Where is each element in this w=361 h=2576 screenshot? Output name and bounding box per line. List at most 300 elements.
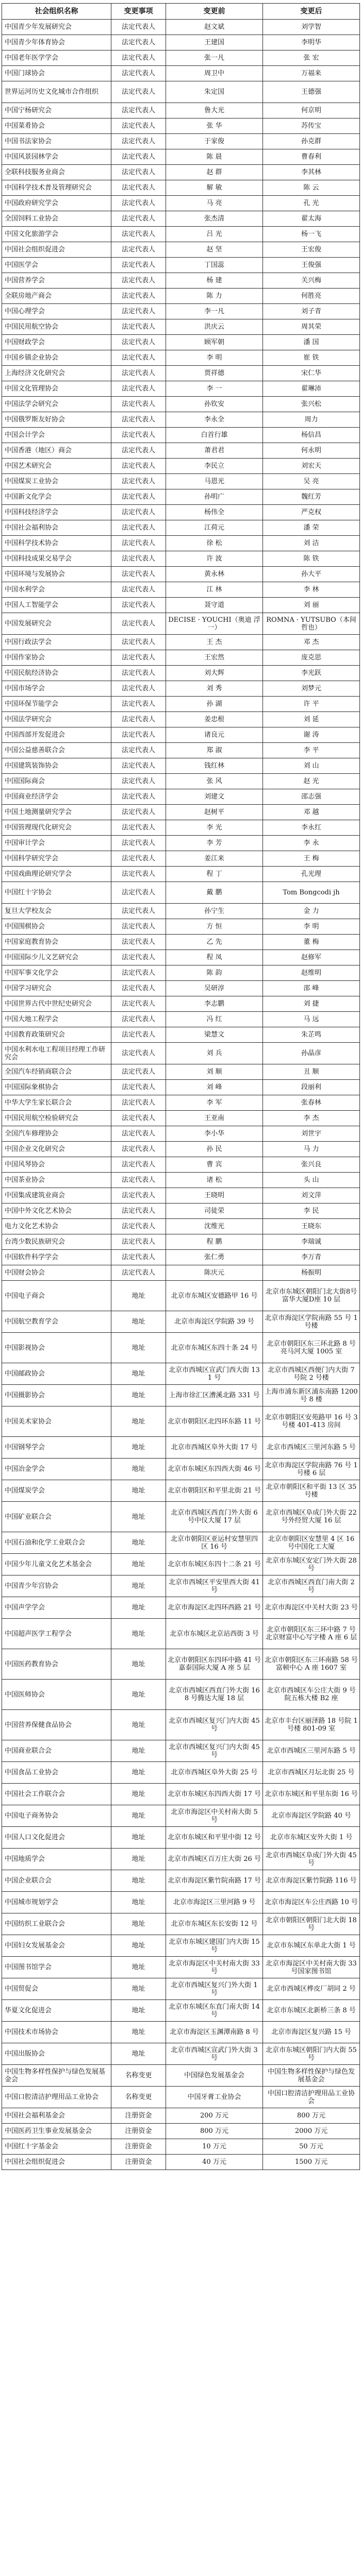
cell-org: 中国书法家协会	[2, 134, 111, 149]
cell-item: 法定代表人	[111, 867, 166, 882]
cell-before: 李民立	[166, 459, 263, 474]
cell-item: 地址	[111, 1480, 166, 1502]
cell-item: 地址	[111, 1459, 166, 1480]
cell-after: 北京市海淀区紫竹院路 116 号	[263, 1870, 360, 1892]
table-row	[2, 1219, 360, 1234]
cell-before: 张仁勇	[166, 1250, 263, 1265]
cell-after: 翟太海	[263, 211, 360, 227]
cell-after: 赵 光	[263, 774, 360, 789]
cell-org: 台湾少数民族研究会	[2, 1234, 111, 1250]
table-row	[2, 774, 360, 789]
cell-after: 马 远	[263, 1012, 360, 1027]
cell-org: 中国环保节能学会	[2, 697, 111, 712]
cell-org: 中国社会工作联合会	[2, 1784, 111, 1805]
cell-before: 陈 韵	[166, 965, 263, 981]
table-row	[2, 935, 360, 950]
cell-before: 李小华	[166, 1126, 263, 1142]
cell-after: 王德强	[263, 81, 360, 103]
table-row	[2, 789, 360, 805]
table-row	[2, 180, 360, 196]
cell-org: 中国社会组织促进会	[2, 2155, 111, 2170]
cell-item: 地址	[111, 1437, 166, 1459]
table-row	[2, 1957, 360, 1978]
cell-org: 中国医师协会	[2, 1680, 111, 1710]
cell-item: 法定代表人	[111, 66, 166, 81]
cell-before: 王 杰	[166, 635, 263, 650]
cell-after: 李光跃	[263, 666, 360, 681]
cell-before: 赵 坚	[166, 242, 263, 258]
cell-item: 法定代表人	[111, 381, 166, 397]
cell-org: 中国妇女发展基金会	[2, 1935, 111, 1957]
cell-item: 法定代表人	[111, 289, 166, 304]
cell-item: 法定代表人	[111, 1188, 166, 1204]
cell-after: 800 万元	[263, 2108, 360, 2124]
cell-item: 地址	[111, 1892, 166, 1913]
cell-org: 中国商业经济学会	[2, 789, 111, 805]
cell-org: 中国香港（地区）商会	[2, 443, 111, 459]
table-row	[2, 1805, 360, 1827]
cell-item: 法定代表人	[111, 727, 166, 743]
cell-item: 法定代表人	[111, 20, 166, 35]
cell-before: 北京市西城区西直门外大街 6 号中仪大厦 17 层	[166, 1502, 263, 1532]
cell-after: 北京市朝阳区安苑路甲 16 号 3 号楼 401-413 房间	[263, 1406, 360, 1437]
cell-after: 王 梅	[263, 851, 360, 867]
cell-after: 北京市东城区朝阳门北大街8号富华大厦D座 10 层	[263, 1281, 360, 1311]
table-row	[2, 366, 360, 381]
table-row	[2, 1126, 360, 1142]
cell-before: 陈 晨	[166, 149, 263, 165]
cell-item: 法定代表人	[111, 319, 166, 335]
cell-item: 地址	[111, 1935, 166, 1957]
cell-before: 张 华	[166, 118, 263, 134]
table-row	[2, 758, 360, 774]
cell-before: 贾祥德	[166, 366, 263, 381]
cell-after: 孔光理	[263, 867, 360, 882]
cell-item: 法定代表人	[111, 919, 166, 935]
table-row	[2, 66, 360, 81]
table-row	[2, 1043, 360, 1064]
cell-before: 北京市西城区平安里西大街 41 号	[166, 1575, 263, 1597]
cell-after: 北京市海淀区学院南路 55 号 1 号楼	[263, 1311, 360, 1333]
cell-after: 邓 杰	[263, 635, 360, 650]
cell-after: 庞克思	[263, 650, 360, 666]
cell-after: 张 宏	[263, 50, 360, 66]
cell-before: 北京市海淀区中关村南大街 5 号	[166, 1805, 263, 1827]
table-row	[2, 489, 360, 505]
cell-org: 中国人工智能学会	[2, 598, 111, 613]
table-row	[2, 1363, 360, 1385]
table-row	[2, 536, 360, 551]
table-row	[2, 666, 360, 681]
cell-before: 江 林	[166, 582, 263, 598]
table-row	[2, 1437, 360, 1459]
cell-org: 中国国际商会	[2, 774, 111, 789]
cell-after: 何胜亮	[263, 289, 360, 304]
cell-before: 姜忠根	[166, 712, 263, 727]
cell-before: 李永全	[166, 412, 263, 428]
cell-item: 法定代表人	[111, 1234, 166, 1250]
cell-org: 中国家庭教育协会	[2, 935, 111, 950]
cell-item: 地址	[111, 1827, 166, 1849]
cell-before: 刘 秀	[166, 681, 263, 697]
cell-item: 法定代表人	[111, 134, 166, 149]
cell-item: 法定代表人	[111, 397, 166, 412]
cell-after: 北京市东城区北新桥三条 8 号	[263, 2000, 360, 2022]
cell-org: 中国审计学会	[2, 836, 111, 851]
cell-after: 魏红芳	[263, 489, 360, 505]
cell-org: 中国法学会研究会	[2, 397, 111, 412]
cell-after: 北京市西城区桦皮厂胡同 2 号	[263, 1978, 360, 2000]
cell-item: 法定代表人	[111, 965, 166, 981]
cell-item: 地址	[111, 1913, 166, 1935]
registration-change-table	[2, 3, 360, 2170]
cell-before: 北京市西城区宣武门西大街 131 号	[166, 1363, 263, 1385]
cell-before: 北京市东城区和平里中街 12 号	[166, 1827, 263, 1849]
cell-before: 鲁大光	[166, 103, 263, 118]
cell-after: 北京市朝阳区东三环中路 7 号北京财富中心写字楼 A 座 6 层	[263, 1619, 360, 1649]
cell-after: 李万青	[263, 1250, 360, 1265]
table-row	[2, 851, 360, 867]
table-row	[2, 919, 360, 935]
cell-item: 法定代表人	[111, 613, 166, 635]
cell-org: 中国环境与发展协会	[2, 567, 111, 582]
cell-org: 中国管理现代化研究会	[2, 820, 111, 836]
cell-org: 中国营养保健食品协会	[2, 1710, 111, 1740]
cell-item: 法定代表人	[111, 996, 166, 1012]
cell-before: 刘 顺	[166, 1064, 263, 1080]
cell-before: 孙宁生	[166, 904, 263, 919]
cell-item: 地址	[111, 1385, 166, 1406]
cell-before: 解 敏	[166, 180, 263, 196]
cell-org: 中国营养学会	[2, 273, 111, 289]
cell-after: 北京市西城区阜成门外大街 45 号	[263, 1849, 360, 1870]
cell-after: 李 平	[263, 743, 360, 758]
cell-after: 李瑞诚	[263, 1234, 360, 1250]
cell-item: 法定代表人	[111, 598, 166, 613]
table-row	[2, 635, 360, 650]
cell-before: 丁国蕊	[166, 258, 263, 273]
cell-org: 中国生物多样性保护与绿色发展基金会	[2, 2065, 111, 2087]
cell-before: 40 万元	[166, 2155, 263, 2170]
table-row	[2, 1157, 360, 1173]
table-row	[2, 381, 360, 397]
cell-after: 北京市海淀区学院路 40 号	[263, 1805, 360, 1827]
cell-before: 吴研淳	[166, 981, 263, 996]
table-row	[2, 1870, 360, 1892]
cell-org: 中国水利学会	[2, 582, 111, 598]
table-row	[2, 904, 360, 919]
cell-item: 法定代表人	[111, 712, 166, 727]
cell-item: 法定代表人	[111, 820, 166, 836]
cell-item: 法定代表人	[111, 412, 166, 428]
table-row	[2, 551, 360, 567]
cell-org: 全国饲料工业协会	[2, 211, 111, 227]
cell-org: 中国科技成果交易学会	[2, 551, 111, 567]
table-row	[2, 397, 360, 412]
table-row	[2, 1385, 360, 1406]
table-row	[2, 350, 360, 366]
table-row	[2, 1333, 360, 1363]
cell-after: 北京市西城区月坛北街 25 号	[263, 1762, 360, 1784]
cell-org: 中国集成建筑业商会	[2, 1188, 111, 1204]
cell-item: 法定代表人	[111, 196, 166, 211]
cell-item: 地址	[111, 1406, 166, 1437]
cell-before: 北京市东城区安德路甲 16 号	[166, 1281, 263, 1311]
cell-after: 谢 涛	[263, 727, 360, 743]
cell-before: 陈庆元	[166, 1265, 263, 1281]
table-row	[2, 950, 360, 965]
table-row	[2, 613, 360, 635]
cell-before: 姜江来	[166, 851, 263, 867]
cell-item: 地址	[111, 1333, 166, 1363]
cell-item: 法定代表人	[111, 1219, 166, 1234]
cell-item: 法定代表人	[111, 1157, 166, 1173]
cell-after: 北京市西城区西直门南大街 2 号	[263, 1575, 360, 1597]
cell-item: 法定代表人	[111, 635, 166, 650]
cell-org: 中国土地测量研究学会	[2, 805, 111, 820]
cell-before: 北京市西城区宣武门外大街 3 号	[166, 2043, 263, 2065]
cell-before: 孙钦安	[166, 397, 263, 412]
table-row	[2, 227, 360, 242]
table-row	[2, 2043, 360, 2065]
cell-item: 注册资金	[111, 2124, 166, 2139]
cell-before: 司徒荣	[166, 1204, 263, 1219]
cell-org: 中国红十字协会	[2, 882, 111, 904]
table-row	[2, 805, 360, 820]
cell-before: 周卫中	[166, 66, 263, 81]
cell-org: 中国菜肴协会	[2, 118, 111, 134]
cell-org: 中国煤炭学会	[2, 1480, 111, 1502]
cell-item: 法定代表人	[111, 1204, 166, 1219]
cell-before: 马 亮	[166, 196, 263, 211]
cell-item: 法定代表人	[111, 851, 166, 867]
table-row	[2, 1913, 360, 1935]
cell-item: 名称变更	[111, 2087, 166, 2108]
cell-after: 李其林	[263, 165, 360, 180]
cell-after: 周力	[263, 412, 360, 428]
cell-after: 刘梦元	[263, 681, 360, 697]
cell-after: 丑 顺	[263, 1064, 360, 1080]
cell-before: 李 芳	[166, 836, 263, 851]
cell-item: 法定代表人	[111, 520, 166, 536]
cell-org: 中国食品工业协会	[2, 1762, 111, 1784]
cell-after: 刘 延	[263, 712, 360, 727]
cell-before: 北京市海淀区紫竹院南路 17 号	[166, 1870, 263, 1892]
cell-after: 1500 万元	[263, 2155, 360, 2170]
table-row	[2, 1575, 360, 1597]
cell-item: 地址	[111, 1762, 166, 1784]
cell-after: 曹春利	[263, 149, 360, 165]
cell-after: 陈 云	[263, 180, 360, 196]
cell-after: 北京市朝阳区东三环南路 58 号富顿中心 A 座 1607 室	[263, 1649, 360, 1680]
cell-after: 杨一飞	[263, 227, 360, 242]
cell-org: 中国矿业联合会	[2, 1502, 111, 1532]
cell-item: 法定代表人	[111, 474, 166, 489]
table-row	[2, 459, 360, 474]
cell-after: 段丽利	[263, 1080, 360, 1095]
cell-org: 中国军事文化学会	[2, 965, 111, 981]
cell-before: 方 恒	[166, 919, 263, 935]
cell-org: 中国青少年宫协会	[2, 1575, 111, 1597]
cell-item: 法定代表人	[111, 551, 166, 567]
cell-org: 全国汽车修理协会	[2, 1126, 111, 1142]
cell-org: 中国社会福利协会	[2, 520, 111, 536]
cell-after: 北京市东城区安外大街 1 号	[263, 1827, 360, 1849]
cell-item: 注册资金	[111, 2108, 166, 2124]
cell-org: 中国城市规划学会	[2, 1892, 111, 1913]
cell-before: 北京市东城区东直门南大街 14 号	[166, 2000, 263, 2022]
cell-item: 法定代表人	[111, 567, 166, 582]
cell-org: 中国煤炭工业协会	[2, 474, 111, 489]
cell-item: 法定代表人	[111, 258, 166, 273]
cell-before: 10 万元	[166, 2139, 263, 2155]
cell-before: 北京市西城区复兴门内大街 45 号	[166, 1740, 263, 1762]
cell-before: 梁慧文	[166, 1027, 263, 1043]
cell-org: 全联科技服务业商会	[2, 165, 111, 180]
cell-before: 赵文斌	[166, 20, 263, 35]
cell-after: 万福来	[263, 66, 360, 81]
cell-after: 陈 铁	[263, 551, 360, 567]
cell-before: 李一凡	[166, 304, 263, 319]
cell-before: 乙 先	[166, 935, 263, 950]
cell-item: 注册资金	[111, 2139, 166, 2155]
cell-before: 北京市海淀区玉渊潭南路 8 号	[166, 2022, 263, 2043]
table-row	[2, 81, 360, 103]
table-row	[2, 196, 360, 211]
cell-org: 中国西部开发促进会	[2, 727, 111, 743]
cell-before: 赵树平	[166, 805, 263, 820]
cell-item: 地址	[111, 2043, 166, 2065]
cell-item: 法定代表人	[111, 882, 166, 904]
cell-before: 孙 湖	[166, 697, 263, 712]
table-row	[2, 273, 360, 289]
cell-item: 地址	[111, 1680, 166, 1710]
cell-before: 徐 松	[166, 536, 263, 551]
cell-after: 北京市海淀区中关村大街 23 号	[263, 1597, 360, 1619]
cell-org: 中国门球协会	[2, 66, 111, 81]
cell-before: 黄永林	[166, 567, 263, 582]
cell-org: 中国声学学会	[2, 1597, 111, 1619]
cell-org: 中国中外文化艺术协会	[2, 1204, 111, 1219]
cell-org: 中国大地工程学会	[2, 1012, 111, 1027]
cell-org: 中国文化旅游学会	[2, 227, 111, 242]
cell-after: 北京市西城区阜成门外大街 22 号外经贸大厦 16 层	[263, 1502, 360, 1532]
cell-org: 中国文化管理协会	[2, 381, 111, 397]
cell-after: 刘 丽	[263, 598, 360, 613]
cell-after: 北京市海淀区学院南路 76 号 1 号楼 6 层	[263, 1459, 360, 1480]
cell-after: 北京市海淀区复兴路 15 号	[263, 2022, 360, 2043]
cell-org: 中国社会组织促进会	[2, 242, 111, 258]
cell-org: 中国电子商务协会	[2, 1805, 111, 1827]
table-row	[2, 1978, 360, 2000]
cell-org: 中国国际少儿文艺研究会	[2, 950, 111, 965]
cell-org: 中国人口文化促进会	[2, 1827, 111, 1849]
cell-org: 中国民用航空协会	[2, 319, 111, 335]
cell-before: DECISE · YOUCHI（奥迪 浮一）	[166, 613, 263, 635]
cell-org: 中国贸促会	[2, 1978, 111, 2000]
table-row	[2, 242, 360, 258]
cell-after: 北京市东城区东单北大街 1 号	[263, 1935, 360, 1957]
cell-item: 法定代表人	[111, 366, 166, 381]
cell-item: 法定代表人	[111, 836, 166, 851]
cell-before: 钱红林	[166, 758, 263, 774]
cell-after: 翟琳沛	[263, 381, 360, 397]
cell-item: 法定代表人	[111, 459, 166, 474]
cell-after: 北京市西城区三里河东路 5 号	[263, 1437, 360, 1459]
cell-before: 北京市朝阳区北四环东路 11 号	[166, 1406, 263, 1437]
table-row	[2, 335, 360, 350]
cell-item: 法定代表人	[111, 1142, 166, 1157]
cell-item: 法定代表人	[111, 428, 166, 443]
cell-item: 地址	[111, 2000, 166, 2022]
cell-before: 吕 光	[166, 227, 263, 242]
table-row	[2, 165, 360, 180]
cell-org: 中国民航经济协会	[2, 666, 111, 681]
cell-org: 中国电子商会	[2, 1281, 111, 1311]
cell-item: 地址	[111, 1870, 166, 1892]
table-row	[2, 1649, 360, 1680]
cell-org: 中国行政法学会	[2, 635, 111, 650]
table-row	[2, 20, 360, 35]
cell-org: 中国建筑装饰协会	[2, 758, 111, 774]
cell-before: 张一凡	[166, 50, 263, 66]
cell-before: 江荷元	[166, 520, 263, 536]
cell-org: 中国政府研究学会	[2, 196, 111, 211]
cell-after: 李 林	[263, 582, 360, 598]
cell-before: 北京市海淀区三里河路 9 号	[166, 1892, 263, 1913]
table-row	[2, 520, 360, 536]
cell-before: 许 波	[166, 551, 263, 567]
cell-after: 刘子青	[263, 304, 360, 319]
cell-org: 中国艺术研究会	[2, 459, 111, 474]
cell-before: 北京市东城区东长安街 12 号	[166, 1913, 263, 1935]
cell-item: 法定代表人	[111, 242, 166, 258]
cell-item: 法定代表人	[111, 227, 166, 242]
table-row	[2, 474, 360, 489]
cell-before: 朱定国	[166, 81, 263, 103]
cell-item: 法定代表人	[111, 1043, 166, 1064]
cell-after: 李 明	[263, 919, 360, 935]
cell-org: 中国冶金学会	[2, 1459, 111, 1480]
table-row	[2, 1892, 360, 1913]
cell-org: 中国石油和化学工业联合会	[2, 1532, 111, 1554]
cell-before: 于家俊	[166, 134, 263, 149]
cell-item: 法定代表人	[111, 950, 166, 965]
cell-after: 李永红	[263, 820, 360, 836]
table-row	[2, 1849, 360, 1870]
table-row	[2, 1188, 360, 1204]
table-row	[2, 1480, 360, 1502]
cell-item: 法定代表人	[111, 1012, 166, 1027]
cell-org: 中国摄影协会	[2, 1385, 111, 1406]
cell-after: 宋仁华	[263, 366, 360, 381]
cell-before: 北京市东城区北京站西街 3 号	[166, 1619, 263, 1649]
table-row	[2, 1406, 360, 1437]
cell-before: 沈维光	[166, 1219, 263, 1234]
table-row	[2, 258, 360, 273]
cell-org: 中国作家协会	[2, 650, 111, 666]
cell-item: 法定代表人	[111, 1064, 166, 1080]
cell-after: 刘世宇	[263, 1126, 360, 1142]
cell-org: 中国财会协会	[2, 1265, 111, 1281]
cell-item: 地址	[111, 1575, 166, 1597]
cell-item: 法定代表人	[111, 50, 166, 66]
cell-before: 中国牙膏工业协会	[166, 2087, 263, 2108]
cell-after: 吴 亮	[263, 474, 360, 489]
cell-before: 李 明	[166, 350, 263, 366]
cell-item: 地址	[111, 1649, 166, 1680]
cell-before: 刘大辉	[166, 666, 263, 681]
